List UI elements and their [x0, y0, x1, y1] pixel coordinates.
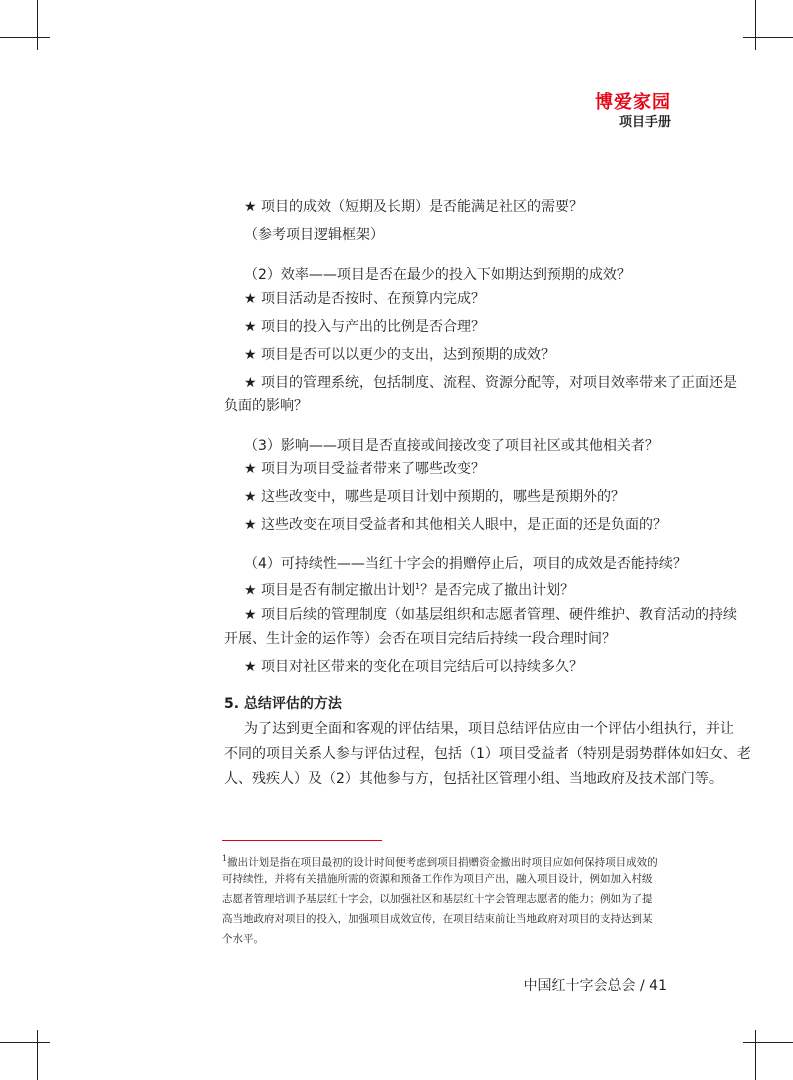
body-line: 不同的项目关系人参与评估过程，包括（1）项目受益者（特别是弱势群体如妇女、老: [224, 746, 751, 762]
crop-mark: [37, 0, 38, 50]
footnote-text: 撤出计划是指在项目最初的设计时间便考虑到项目捐赠资金撤出时项目应如何保持项目成效的: [227, 856, 658, 869]
brand-title: 博爱家园: [595, 92, 671, 113]
body-line: （4）可持续性——当红十字会的捐赠停止后，项目的成效是否能持续？: [244, 556, 687, 572]
page-footer: 中国红十字会总会 / 41: [523, 978, 667, 994]
footnote-line: [222, 852, 658, 870]
body-line: ★ 项目为项目受益者带来了哪些改变？: [244, 461, 485, 477]
body-line: ★ 项目对社区带来的变化在项目完结后可以持续多久？: [244, 659, 583, 675]
crop-mark: [743, 1042, 793, 1043]
body-line: ★ 项目的投入与产出的比例是否合理？: [244, 319, 485, 335]
body-line: ★ 项目后续的管理制度（如基层组织和志愿者管理、硬件维护、教育活动的持续: [244, 607, 737, 623]
crop-mark: [755, 0, 756, 50]
crop-mark: [0, 37, 50, 38]
body-line: （3）影响——项目是否直接或间接改变了项目社区或其他相关者？: [244, 438, 659, 454]
footnote-line: 高当地政府对项目的投入，加强项目成效宣传，在项目结束前让当地政府对项目的支持达到某: [222, 913, 653, 925]
body-line: ★ 项目是否可以以更少的支出，达到预期的成效？: [244, 347, 555, 363]
crop-mark: [743, 37, 793, 38]
footnote-line: 可持续性，并将有关措施所需的资源和预备工作作为项目产出，融入项目设计，例如加入村级: [222, 873, 653, 885]
body-line: ★ 项目的成效（短期及长期）是否能满足社区的需要？: [244, 199, 583, 215]
footnote-ref: 1: [415, 582, 421, 591]
crop-mark: [755, 1030, 756, 1080]
crop-mark: [0, 1042, 50, 1043]
running-header: [595, 92, 671, 131]
footnote-mark: 1: [222, 854, 228, 863]
body-line: 人、残疾人）及（2）其他参与方，包括社区管理小组、当地政府及技术部门等。: [224, 771, 723, 787]
crop-mark: [37, 1030, 38, 1080]
footnote-line: 个水平。: [222, 933, 264, 945]
body-line: （参考项目逻辑框架）: [244, 227, 384, 243]
body-line: [244, 578, 574, 600]
body-line: ★ 这些改变中，哪些是项目计划中预期的，哪些是预期外的？: [244, 489, 625, 505]
body-line: ★ 项目活动是否按时、在预算内完成？: [244, 291, 485, 307]
brand-subtitle: 项目手册: [618, 115, 671, 130]
footnote-line: 志愿者管理培训予基层红十字会，以加强社区和基层红十字会管理志愿者的能力；例如为了提: [222, 893, 653, 905]
footnote-divider: [222, 840, 382, 841]
body-line: ★ 这些改变在项目受益者和其他相关人眼中，是正面的还是负面的？: [244, 517, 667, 533]
body-line: （2）效率——项目是否在最少的投入下如期达到预期的成效？: [244, 267, 631, 283]
section-heading: 5. 总结评估的方法: [224, 696, 342, 712]
body-line-part: ★ 项目是否有制定撤出计划: [244, 582, 416, 599]
body-line: ★ 项目的管理系统，包括制度、流程、资源分配等，对项目效率带来了正面还是: [244, 375, 737, 391]
body-line: 为了达到更全面和客观的评估结果，项目总结评估应由一个评估小组执行，并让: [244, 721, 734, 737]
body-line-part: ？是否完成了撤出计划？: [420, 582, 575, 599]
body-line: 负面的影响？: [224, 398, 308, 414]
body-line: 开展、生计金的运作等）会否在项目完结后持续一段合理时间？: [224, 631, 616, 647]
